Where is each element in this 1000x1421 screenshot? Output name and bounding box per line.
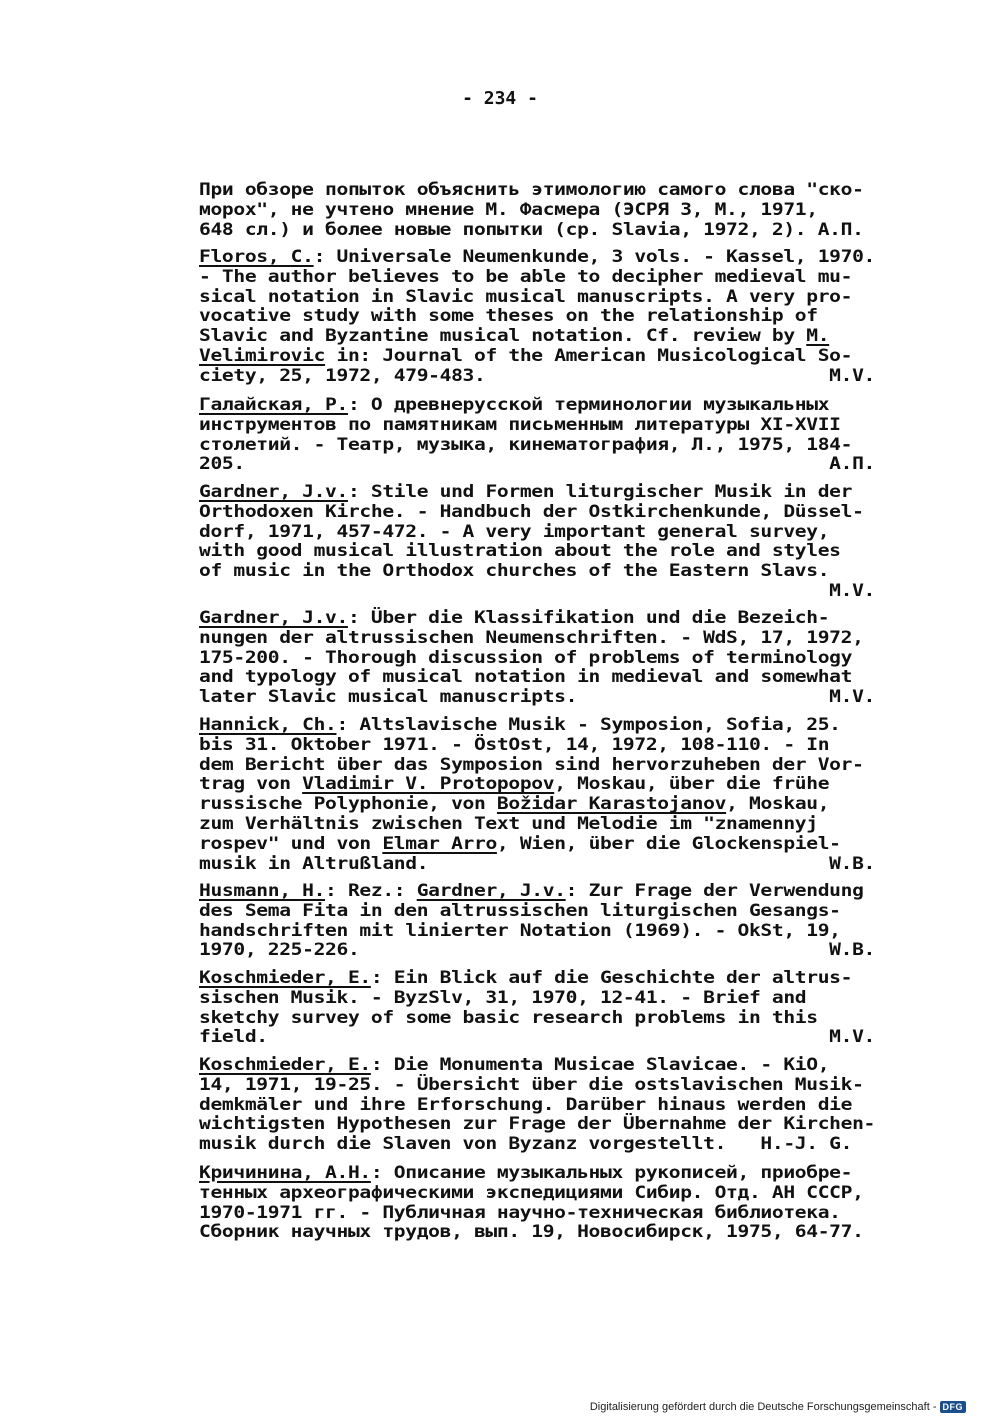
entry-line bbox=[199, 347, 974, 367]
underlined-name: Koschmieder, E. bbox=[199, 1055, 371, 1075]
entry-text: of music in the Orthodox churches of the Eastern Slavs. bbox=[199, 561, 830, 582]
entry-text: in: Journal of the American Musicological So- bbox=[325, 345, 853, 366]
entry-text: инструментов по памятникам письменным литературы XI-XVII bbox=[199, 414, 841, 435]
entry-line bbox=[199, 396, 974, 416]
entry-text: ciety, 25, 1972, 479-483. M.V. bbox=[199, 365, 876, 386]
bibliography-column bbox=[199, 0, 974, 1243]
entry-text: des Sema Fita in den altrussischen liturgischen Gesangs- bbox=[199, 900, 841, 921]
entry-text: 205. А.П. bbox=[199, 454, 876, 475]
entry-line bbox=[199, 1076, 974, 1096]
entry-text: морох", не учтено мнение М. Фасмера (ЭСРЯ 3, М., 1971, bbox=[199, 199, 818, 220]
entry-text: тенных археографическими экспедициями Сибир. Отд. АН СССР, bbox=[199, 1182, 864, 1203]
entry-text: : Universale Neumenkunde, 3 vols. - Kassel, 1970. bbox=[313, 247, 876, 267]
entry-line bbox=[199, 855, 974, 875]
entry-text: field. M.V. bbox=[199, 1027, 876, 1048]
entry-line bbox=[199, 1028, 974, 1048]
bibliography-entry bbox=[199, 181, 974, 240]
entry-text: musik in Altrußland. W.B. bbox=[199, 853, 876, 874]
entry-text: bis 31. Oktober 1971. - ÖstOst, 14, 1972, 108-110. - In bbox=[199, 734, 830, 755]
entry-text: : Stile und Formen liturgischer Musik in der bbox=[347, 482, 853, 502]
entry-text: russische Polyphonie, von bbox=[199, 794, 497, 815]
entry-line bbox=[199, 756, 974, 776]
underlined-name: Božidar Karastojanov bbox=[496, 794, 727, 815]
underlined-name: Hannick, Ch. bbox=[199, 715, 337, 735]
entry-line bbox=[199, 941, 974, 961]
entry-line bbox=[199, 523, 974, 543]
entry-line bbox=[199, 688, 974, 708]
entry-text: handschriften mit linierter Notation (1969). - OkSt, 19, bbox=[199, 920, 841, 941]
entry-text: 175-200. - Thorough discussion of problems of terminology bbox=[199, 647, 853, 668]
entry-text: : Описание музыкальных рукописей, приобре- bbox=[370, 1163, 853, 1183]
bibliography-entry bbox=[199, 248, 974, 387]
entry-text: , Moskau, über die frühe bbox=[554, 774, 830, 795]
entry-line bbox=[199, 307, 974, 327]
underlined-name: Koschmieder, E. bbox=[199, 968, 371, 988]
entry-text: При обзоре попыток объяснить этимологию самого слова "ско- bbox=[199, 180, 864, 200]
entry-line bbox=[199, 1135, 974, 1155]
entry-line bbox=[199, 1056, 974, 1076]
entry-line bbox=[199, 562, 974, 582]
entry-line bbox=[199, 922, 974, 942]
entry-text: sketchy survey of some basic research problems in this bbox=[199, 1007, 818, 1028]
entry-line bbox=[199, 181, 974, 201]
bibliography-entry bbox=[199, 969, 974, 1048]
bibliography-entry bbox=[199, 716, 974, 874]
underlined-name: Gardner, J.v. bbox=[416, 881, 566, 901]
entry-line bbox=[199, 455, 974, 475]
entry-line bbox=[199, 989, 974, 1009]
entry-text: , Wien, über die Glockenspiel- bbox=[496, 833, 841, 854]
entry-line bbox=[199, 775, 974, 795]
underlined-name: Галайская, Р. bbox=[199, 395, 348, 415]
entry-line bbox=[199, 268, 974, 288]
entry-line bbox=[199, 1204, 974, 1224]
underlined-name: Velimirovic bbox=[199, 345, 326, 366]
bibliography-entry bbox=[199, 396, 974, 475]
entry-text: : Altslavische Musik - Symposion, Sofia, 25. bbox=[336, 715, 841, 735]
entry-text: sical notation in Slavic musical manuscripts. A very pro- bbox=[199, 286, 853, 307]
entry-text: : Zur Frage der Verwendung bbox=[565, 881, 864, 901]
entry-line bbox=[199, 327, 974, 347]
entry-line bbox=[199, 969, 974, 989]
entry-text: , Moskau, bbox=[726, 794, 830, 815]
entry-text: nungen der altrussischen Neumenschriften. - WdS, 17, 1972, bbox=[199, 627, 864, 648]
entry-line bbox=[199, 902, 974, 922]
entry-text: dorf, 1971, 457-472. - A very important general survey, bbox=[199, 521, 830, 542]
entry-line bbox=[199, 629, 974, 649]
entry-line bbox=[199, 736, 974, 756]
entry-text: zum Verhältnis zwischen Text und Melodie im "znamennyj bbox=[199, 813, 818, 834]
bibliography-entry bbox=[199, 1056, 974, 1155]
entry-text: 1970-1971 гг. - Публичная научно-техническая библиотека. bbox=[199, 1202, 841, 1223]
entry-line bbox=[199, 815, 974, 835]
entry-line bbox=[199, 1096, 974, 1116]
entry-text: sischen Musik. - ByzSlv, 31, 1970, 12-41. - Brief and bbox=[199, 987, 807, 1008]
entry-text: Orthodoxen Kirche. - Handbuch der Ostkirchenkunde, Düssel- bbox=[199, 501, 864, 522]
entry-text: : Über die Klassifikation und die Bezeich- bbox=[347, 608, 830, 628]
entry-text: wichtigsten Hypothesen zur Frage der Übernahme der Kirchen- bbox=[199, 1114, 876, 1135]
entry-text: : Rez.: bbox=[325, 881, 417, 901]
entry-text: later Slavic musical manuscripts. M.V. bbox=[199, 687, 876, 708]
underlined-name: Floros, C. bbox=[199, 247, 314, 267]
underlined-name: Husmann, H. bbox=[199, 881, 326, 901]
entry-text: M.V. bbox=[199, 580, 876, 601]
entry-line bbox=[199, 248, 974, 268]
entry-text: столетий. - Театр, музыка, кинематография, Л., 1975, 184- bbox=[199, 434, 853, 455]
entry-text: and typology of musical notation in medieval and somewhat bbox=[199, 667, 853, 688]
dfg-logo: DFG bbox=[940, 1401, 967, 1413]
entry-line bbox=[199, 542, 974, 562]
underlined-name: Elmar Arro bbox=[382, 833, 497, 854]
entry-text: - The author believes to be able to decipher medieval mu- bbox=[199, 266, 853, 287]
entry-line bbox=[199, 1115, 974, 1135]
entry-text: : Die Monumenta Musicae Slavicae. - KiO, bbox=[370, 1055, 830, 1075]
entry-line bbox=[199, 582, 974, 602]
page-number: - 234 - bbox=[462, 88, 538, 109]
entry-line bbox=[199, 649, 974, 669]
bibliography-entry bbox=[199, 882, 974, 961]
entry-text: with good musical illustration about the role and styles bbox=[199, 541, 841, 562]
entry-line bbox=[199, 367, 974, 387]
entry-text: : Ein Blick auf die Geschichte der altrus- bbox=[370, 968, 853, 988]
entry-text: Slavic and Byzantine musical notation. Cf. review by bbox=[199, 326, 807, 347]
underlined-name: M. bbox=[806, 326, 830, 347]
entry-line bbox=[199, 795, 974, 815]
entry-text: : О древнерусской терминологии музыкальных bbox=[347, 395, 830, 415]
bibliography-entry bbox=[199, 609, 974, 708]
entry-text: 1970, 225-226. W.B. bbox=[199, 940, 876, 961]
footer bbox=[590, 1401, 966, 1413]
entry-line bbox=[199, 882, 974, 902]
entry-line bbox=[199, 1223, 974, 1243]
entry-line bbox=[199, 668, 974, 688]
entry-text: musik durch die Slaven von Byzanz vorgestellt. H.-J. G. bbox=[199, 1134, 853, 1155]
entry-line bbox=[199, 503, 974, 523]
entry-text: vocative study with some theses on the relationship of bbox=[199, 306, 818, 327]
entry-line bbox=[199, 609, 974, 629]
entry-text: trag von bbox=[199, 774, 303, 795]
entry-text: Сборник научных трудов, вып. 19, Новосибирск, 1975, 64-77. bbox=[199, 1222, 864, 1243]
entry-text: rospev" und von bbox=[199, 833, 383, 854]
entry-text: 14, 1971, 19-25. - Übersicht über die ostslavischen Musik- bbox=[199, 1074, 864, 1095]
entry-line bbox=[199, 835, 974, 855]
entry-line bbox=[199, 716, 974, 736]
entry-text: demkmäler und ihre Erforschung. Darüber hinaus werden die bbox=[199, 1094, 853, 1115]
entry-line bbox=[199, 221, 974, 241]
underlined-name: Gardner, J.v. bbox=[199, 608, 348, 628]
entry-line bbox=[199, 1009, 974, 1029]
entry-line bbox=[199, 416, 974, 436]
footer-text: Digitalisierung gefördert durch die Deutsche Forschungsgemeinschaft - bbox=[589, 1401, 937, 1413]
entry-text: dem Bericht über das Symposion sind hervorzuheben der Vor- bbox=[199, 754, 864, 775]
entry-line bbox=[199, 201, 974, 221]
entry-line bbox=[199, 288, 974, 308]
underlined-name: Кричинина, А.Н. bbox=[199, 1163, 371, 1183]
entry-line bbox=[199, 1184, 974, 1204]
entry-text: 648 сл.) и более новые попытки (ср. Slavia, 1972, 2). А.П. bbox=[199, 219, 864, 240]
bibliography-entry bbox=[199, 1164, 974, 1243]
underlined-name: Gardner, J.v. bbox=[199, 482, 348, 502]
bibliography-entry bbox=[199, 483, 974, 602]
entry-line bbox=[199, 1164, 974, 1184]
entry-line bbox=[199, 436, 974, 456]
underlined-name: Vladimir V. Protopopov bbox=[302, 774, 555, 795]
entry-line bbox=[199, 483, 974, 503]
